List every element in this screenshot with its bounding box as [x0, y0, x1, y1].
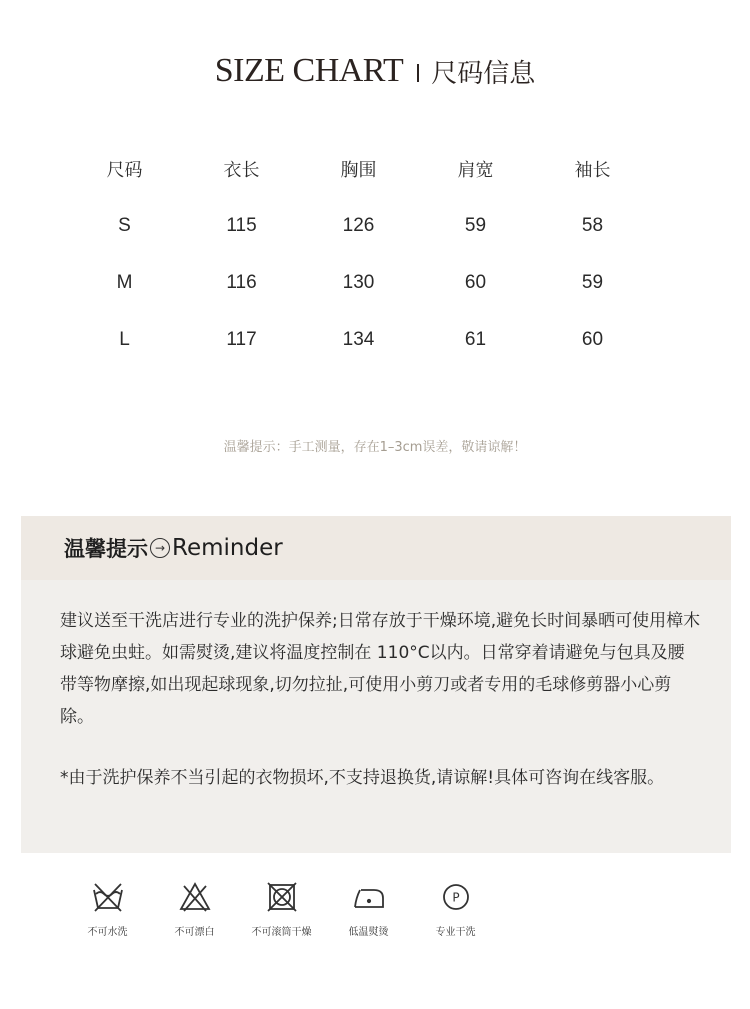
care-label: 不可漂白 [174, 927, 215, 938]
title-english: SIZE CHART [214, 52, 404, 89]
table-cell: 117 [226, 328, 257, 350]
no-bleach-icon [178, 880, 212, 914]
table-cell: 126 [342, 214, 375, 236]
care-item-no-wash [64, 880, 151, 938]
reminder-header [21, 516, 731, 580]
table-cell: 60 [581, 328, 604, 350]
reminder-title-en: Reminder [172, 535, 283, 561]
dry-clean-p-icon [439, 880, 473, 914]
reminder-title-cn: 温馨提示 [64, 537, 148, 561]
table-cell: 59 [581, 271, 604, 293]
care-label: 低温熨烫 [348, 927, 389, 938]
size-table [66, 140, 651, 368]
table-row [66, 197, 651, 254]
page-title [0, 52, 750, 90]
table-cell: 115 [226, 214, 257, 236]
care-label: 不可水洗 [87, 927, 128, 938]
table-cell: S [118, 214, 131, 236]
return-policy-text: *由于洗护保养不当引起的衣物损坏,不支持退换货,请谅解!具体可咨询在线客服。 [60, 768, 665, 788]
table-cell: L [119, 328, 130, 350]
table-row [66, 311, 651, 368]
care-label: 不可滚筒干燥 [251, 927, 312, 938]
title-chinese: 尺码信息 [431, 58, 536, 89]
table-cell: 60 [464, 271, 487, 293]
dry-clean-letter: P [451, 890, 460, 905]
care-item-dry-clean [412, 880, 499, 938]
care-item-no-bleach [151, 880, 238, 938]
measurement-note: 温馨提示：手工测量，存在1–3cm误差，敬请谅解！ [223, 440, 527, 455]
low-iron-icon [352, 880, 386, 914]
care-symbols [64, 880, 499, 938]
table-row [66, 254, 651, 311]
title-divider [417, 64, 419, 82]
header-cell: 肩宽 [457, 159, 494, 181]
header-cell: 尺码 [106, 159, 143, 181]
table-cell: 58 [581, 214, 604, 236]
care-label: 专业干洗 [435, 927, 476, 938]
no-wash-icon [91, 880, 125, 914]
table-cell: 59 [464, 214, 487, 236]
no-tumble-dry-icon [265, 880, 299, 914]
header-cell: 胸围 [340, 159, 377, 181]
table-header-row [66, 140, 651, 197]
table-cell: M [116, 271, 133, 293]
header-cell: 衣长 [223, 159, 260, 181]
care-item-no-tumble-dry [238, 880, 325, 938]
reminder-body [21, 580, 731, 794]
header-cell: 袖长 [574, 159, 611, 181]
arrow-circle-icon: → [150, 538, 170, 558]
care-item-low-iron [325, 880, 412, 938]
table-cell: 116 [226, 271, 257, 293]
table-cell: 134 [342, 328, 375, 350]
table-cell: 61 [464, 328, 487, 350]
table-cell: 130 [342, 271, 375, 293]
care-instructions-text: 建议送至干洗店进行专业的洗护保养;日常存放于干燥环境,避免长时间暴晒可使用樟木球避免虫蛀。如需熨烫,建议将温度控制在 110°C以内。日常穿着请避免与包具及腰带等物摩擦,如出现起球现象,切勿拉扯,可使用小剪刀或者专用的毛球修剪器小心剪除。 [60, 611, 701, 727]
reminder-panel [21, 516, 731, 853]
